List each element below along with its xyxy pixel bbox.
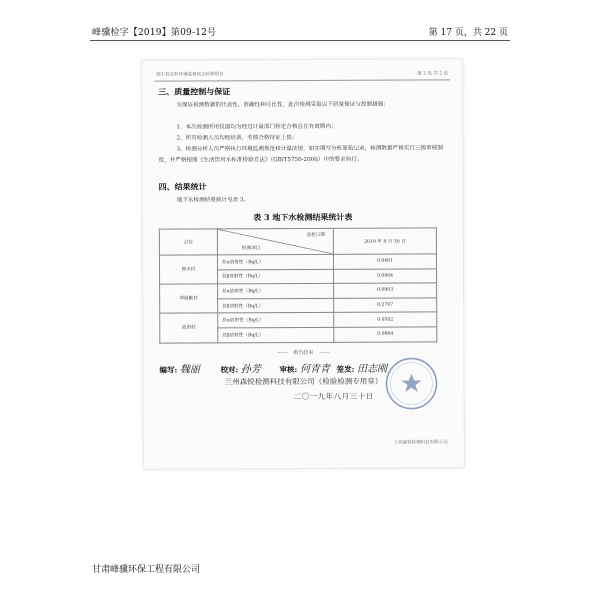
outer-page-label: 第 17 页，共 22 页 (428, 28, 508, 38)
editor-label: 编写: (159, 365, 178, 375)
header-item-label: 检测项目 (241, 246, 261, 252)
table-row (160, 283, 437, 299)
stats-section-title: 四、结果统计 (158, 181, 207, 192)
scanned-page (142, 59, 464, 468)
report-end-text: 报告结束 (293, 349, 314, 357)
header-diagonal-cell (217, 228, 333, 255)
row-value: 0.0502 (334, 312, 437, 327)
row-value: 0.0804 (334, 327, 437, 342)
table-row (160, 312, 437, 328)
outer-header-rule (90, 40, 510, 41)
row-item: 总β放射性（Bq/L） (218, 269, 334, 284)
scan-header-rule (154, 79, 450, 81)
row-location: 波海村 (160, 313, 218, 342)
checker-label: 校对: (220, 365, 239, 375)
row-value: 0.2767 (334, 298, 437, 313)
scan-header-right: 第 2 页 共 2 页 (417, 71, 449, 77)
issuer-signature: 田志刚 (356, 363, 387, 375)
row-item: 总β放射性（Bq/L） (218, 298, 334, 313)
header-location: 点位 (159, 229, 217, 255)
qc-intro: 为保证检测数据的代表性、准确性和可比性，此次检测采取以下质量保证与控制措施： (176, 101, 389, 109)
row-item: 总α放射性（Bq/L） (218, 313, 334, 328)
table-title: 表 3 地下水检测结果统计表 (253, 211, 353, 223)
result-table (159, 227, 437, 343)
row-location: 郎木村 (159, 255, 217, 284)
row-item: 总α放射性（Bq/L） (218, 284, 334, 299)
qc-item-3: 3、检测分析人员严格执行环境监测规范和计量法规，如实填写分析原始记录，检测数据严格实行三级审核制度，并严格按照《生活饮用水标准检验方法》（GB/T5750-2006）中的要求执行。 (158, 145, 443, 164)
row-location: 草坂献村 (160, 284, 218, 313)
header-date-label: 送检日期 (306, 232, 325, 238)
checker-signature: 孙芳 (240, 364, 261, 376)
outer-doc-number: 峰骥检字【2019】第09-12号 (92, 28, 217, 38)
table-row (159, 254, 436, 270)
row-value: 0.0903 (334, 283, 437, 298)
scan-footer: 兰州森锐检测科技有限公司 (393, 440, 448, 446)
reviewer-label: 审核: (279, 365, 298, 375)
report-date: 二〇一九年八月三十日 (293, 391, 374, 402)
issuer-label: 签发: (336, 364, 355, 374)
header-date-value: 2019 年 8 月 30 日 (333, 228, 436, 254)
stats-intro: 地下水检测结果统计见表 3。 (176, 197, 250, 204)
scan-header-left: 瑞丰县农村环境监督试点检测项目 (156, 72, 224, 78)
row-value: 0.0481 (333, 254, 436, 269)
row-value: 0.0904 (334, 269, 437, 284)
row-item: 总β放射性（Bq/L） (218, 327, 334, 342)
reviewer-signature: 何青青 (299, 363, 330, 376)
row-item: 总α放射性（Bq/L） (217, 254, 333, 269)
qc-item-2: 2、所有检测人员均经培训、考核合格持证上岗； (176, 135, 298, 142)
table-header-row (159, 228, 436, 255)
qc-item-1: 1、本次检测所用仪器均为经过计量部门检定合格且在有效期内； (176, 123, 337, 131)
qc-section-title: 三、质量控制与保证 (158, 86, 231, 97)
editor-signature: 魏丽 (179, 364, 200, 376)
outer-footer: 甘肃峰骥环保工程有限公司 (92, 565, 201, 575)
report-end-mark: ------ 报告结束 ------ (277, 349, 330, 357)
company-name: 兰州森锐检测科技有限公司（检验检测专用章） (224, 376, 383, 387)
